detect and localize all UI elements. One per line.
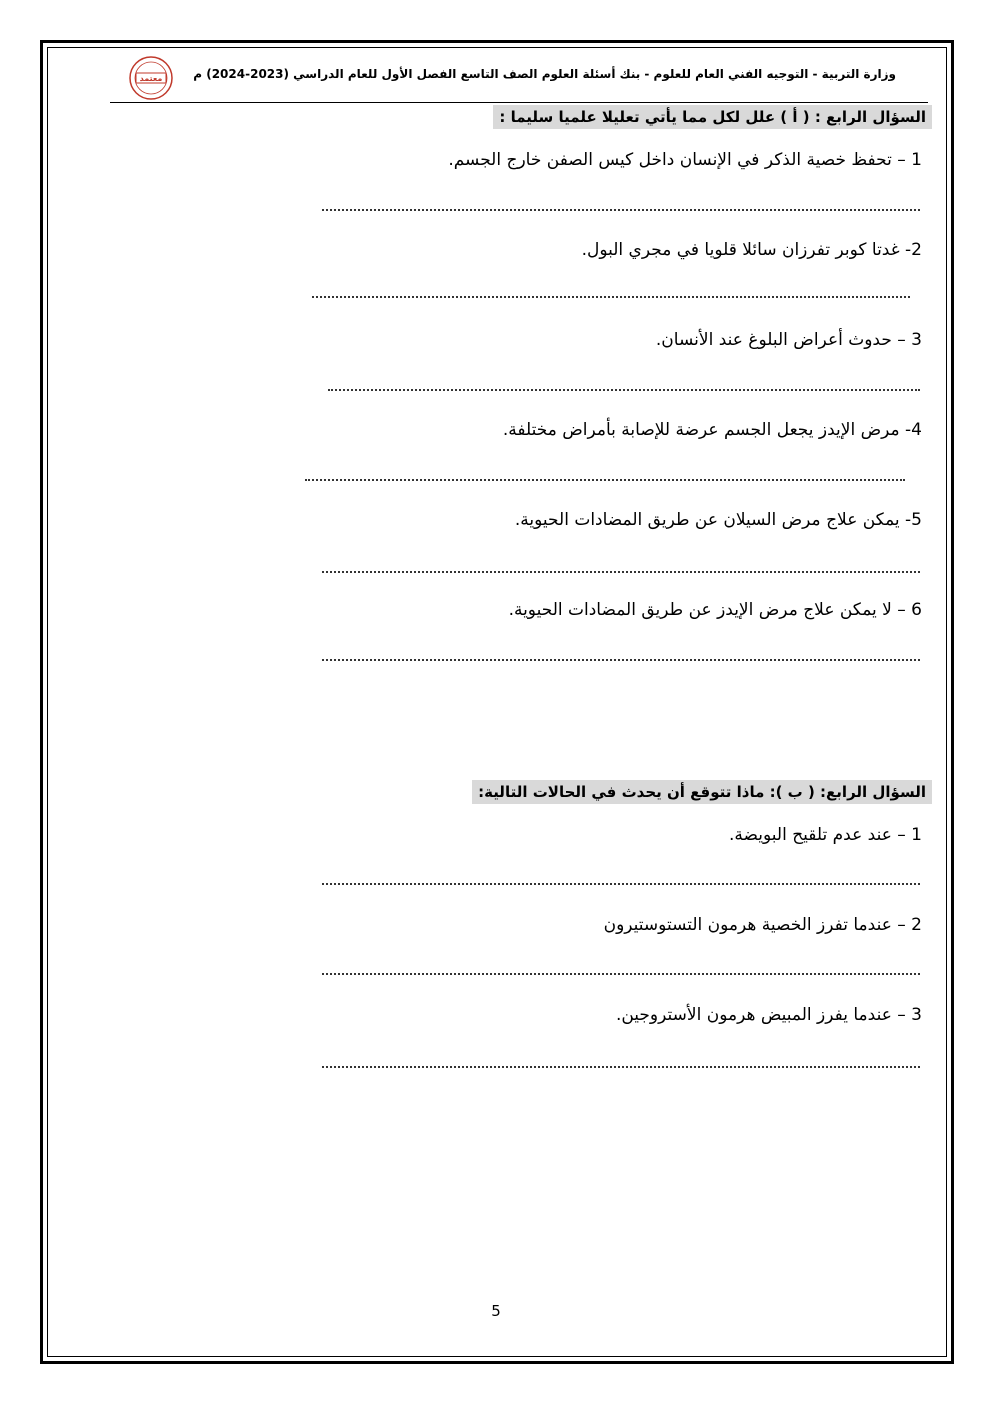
question-a-4: 4- مرض الإيدز يجعل الجسم عرضة للإصابة بأمراض مختلفة. [502, 420, 922, 440]
page-header [110, 50, 928, 103]
question-a-3: 3 – حدوث أعراض البلوغ عند الأنسان. [655, 330, 922, 350]
section-a-title: السؤال الرابع : ( أ ) علل لكل مما يأتي تعليلا علميا سليما : [493, 105, 932, 129]
question-a-5: 5- يمكن علاج مرض السيلان عن طريق المضادات الحيوية. [514, 510, 922, 530]
answer-line[interactable] [322, 1065, 920, 1068]
question-a-1: 1 – تحفظ خصية الذكر في الإنسان داخل كيس الصفن خارج الجسم. [448, 150, 922, 170]
seal-label: معتمد [139, 74, 163, 83]
answer-line[interactable] [312, 295, 910, 298]
section-b-title: السؤال الرابع: ( ب ): ماذا تتوقع أن يحدث في الحالات التالية: [472, 780, 932, 804]
question-b-2: 2 – عندما تفرز الخصية هرمون التستوستيرون [603, 915, 922, 935]
answer-line[interactable] [322, 658, 920, 661]
answer-line[interactable] [322, 882, 920, 885]
header-text: وزارة التربية - التوجيه الفني العام للعلوم - بنك أسئلة العلوم الصف التاسع الفصل الأول للعام الدراسي (2023-2024) م [193, 67, 896, 81]
ministry-seal-icon [128, 55, 174, 101]
answer-line[interactable] [322, 570, 920, 573]
question-a-2: 2- غدتا كوبر تفرزان سائلا قلويا في مجري البول. [581, 240, 922, 260]
answer-line[interactable] [322, 972, 920, 975]
answer-line[interactable] [322, 208, 920, 211]
page-number: 5 [491, 1302, 501, 1320]
question-b-3: 3 – عندما يفرز المبيض هرمون الأستروجين. [615, 1005, 922, 1025]
answer-line[interactable] [305, 478, 905, 481]
question-b-1: 1 – عند عدم تلقيح البويضة. [728, 825, 922, 845]
question-a-6: 6 – لا يمكن علاج مرض الإيدز عن طريق المضادات الحيوية. [508, 600, 922, 620]
answer-line[interactable] [328, 388, 920, 391]
